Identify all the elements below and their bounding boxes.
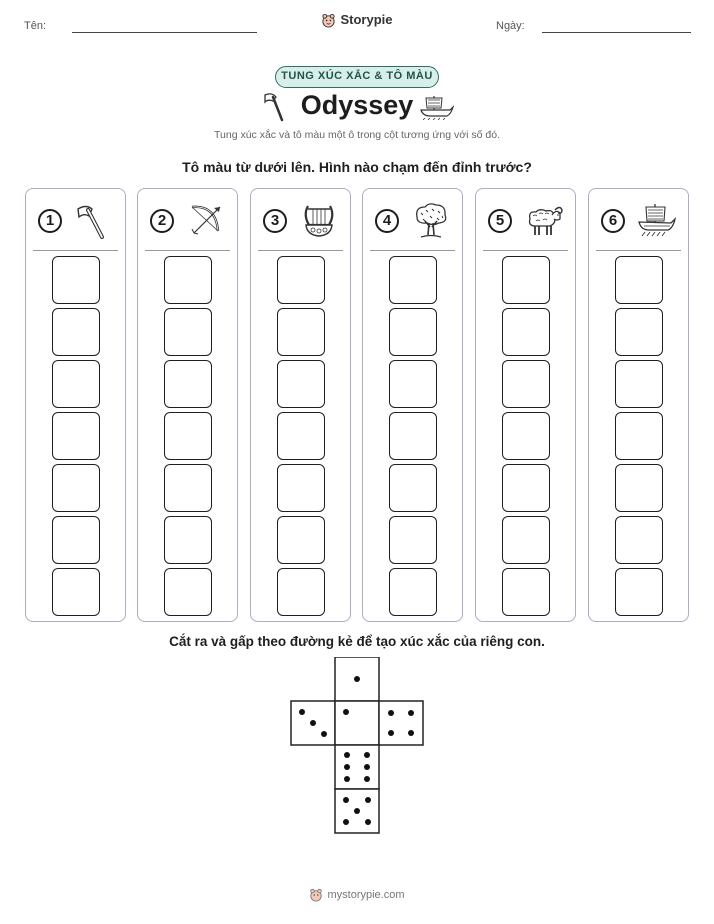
dice-net <box>290 657 425 835</box>
color-box[interactable] <box>277 464 325 512</box>
bow-and-arrow-icon <box>186 201 226 241</box>
column-divider <box>145 250 230 251</box>
column-5 <box>475 188 576 622</box>
subtitle: Tung xúc xắc và tô màu một ô trong cột tương ứng với số đó. <box>214 129 500 141</box>
color-box[interactable] <box>389 308 437 356</box>
color-box[interactable] <box>502 256 550 304</box>
name-label: Tên: <box>24 20 47 32</box>
footer <box>0 888 714 902</box>
color-box[interactable] <box>502 360 550 408</box>
color-box[interactable] <box>615 360 663 408</box>
instruction: Tô màu từ dưới lên. Hình nào chạm đến đỉnh trước? <box>182 159 532 175</box>
color-box[interactable] <box>389 256 437 304</box>
dice-face-right <box>379 701 423 745</box>
color-box[interactable] <box>615 568 663 616</box>
column-number: 6 <box>601 209 625 233</box>
column-number: 2 <box>150 209 174 233</box>
ship-decoration-icon <box>420 94 454 120</box>
color-box[interactable] <box>277 516 325 564</box>
olive-tree-icon <box>411 201 451 241</box>
color-box[interactable] <box>502 464 550 512</box>
column-number: 1 <box>38 209 62 233</box>
dice-face-center <box>335 701 379 745</box>
color-box[interactable] <box>164 464 212 512</box>
ram-icon <box>524 201 564 241</box>
color-box[interactable] <box>502 308 550 356</box>
color-box[interactable] <box>389 412 437 460</box>
color-box[interactable] <box>615 412 663 460</box>
footer-site[interactable]: mystorypie.com <box>327 888 405 901</box>
page-title: Odyssey <box>300 90 414 120</box>
color-box[interactable] <box>615 464 663 512</box>
color-box[interactable] <box>52 360 100 408</box>
column-number: 4 <box>375 209 399 233</box>
date-label: Ngày: <box>496 20 525 32</box>
column-1 <box>25 188 126 622</box>
color-box[interactable] <box>52 464 100 512</box>
lyre-icon <box>299 201 339 241</box>
color-box[interactable] <box>277 308 325 356</box>
color-box[interactable] <box>164 412 212 460</box>
storypie-logo-icon <box>321 13 336 28</box>
column-divider <box>370 250 455 251</box>
color-box[interactable] <box>389 360 437 408</box>
color-box[interactable] <box>164 256 212 304</box>
color-box[interactable] <box>52 568 100 616</box>
color-box[interactable] <box>277 568 325 616</box>
color-box[interactable] <box>164 308 212 356</box>
color-box[interactable] <box>277 360 325 408</box>
category-badge: TUNG XÚC XẮC & TÔ MÀU <box>275 66 439 88</box>
color-box[interactable] <box>164 568 212 616</box>
column-divider <box>33 250 118 251</box>
color-box[interactable] <box>389 568 437 616</box>
color-box[interactable] <box>52 412 100 460</box>
brand-name: Storypie <box>340 12 393 27</box>
date-line <box>542 32 691 33</box>
color-box[interactable] <box>52 256 100 304</box>
color-box[interactable] <box>52 308 100 356</box>
color-box[interactable] <box>502 516 550 564</box>
column-4 <box>362 188 463 622</box>
color-box[interactable] <box>389 516 437 564</box>
color-box[interactable] <box>502 568 550 616</box>
column-6 <box>588 188 689 622</box>
color-box[interactable] <box>615 256 663 304</box>
column-divider <box>483 250 568 251</box>
dice-face-lower <box>335 745 379 789</box>
color-box[interactable] <box>52 516 100 564</box>
brand <box>0 12 714 28</box>
axe-icon <box>74 201 114 241</box>
column-number: 5 <box>488 209 512 233</box>
name-line <box>72 32 257 33</box>
color-box[interactable] <box>615 516 663 564</box>
color-box[interactable] <box>389 464 437 512</box>
color-box[interactable] <box>615 308 663 356</box>
column-divider <box>596 250 681 251</box>
color-box[interactable] <box>502 412 550 460</box>
color-box[interactable] <box>164 360 212 408</box>
column-divider <box>258 250 343 251</box>
color-box[interactable] <box>277 412 325 460</box>
greek-ship-icon <box>637 201 677 241</box>
column-2 <box>137 188 238 622</box>
column-3 <box>250 188 351 622</box>
storypie-logo-icon <box>309 888 323 902</box>
column-number: 3 <box>263 209 287 233</box>
dice-instruction: Cắt ra và gấp theo đường kẻ để tạo xúc xắc của riêng con. <box>169 634 545 649</box>
color-box[interactable] <box>164 516 212 564</box>
color-box[interactable] <box>277 256 325 304</box>
